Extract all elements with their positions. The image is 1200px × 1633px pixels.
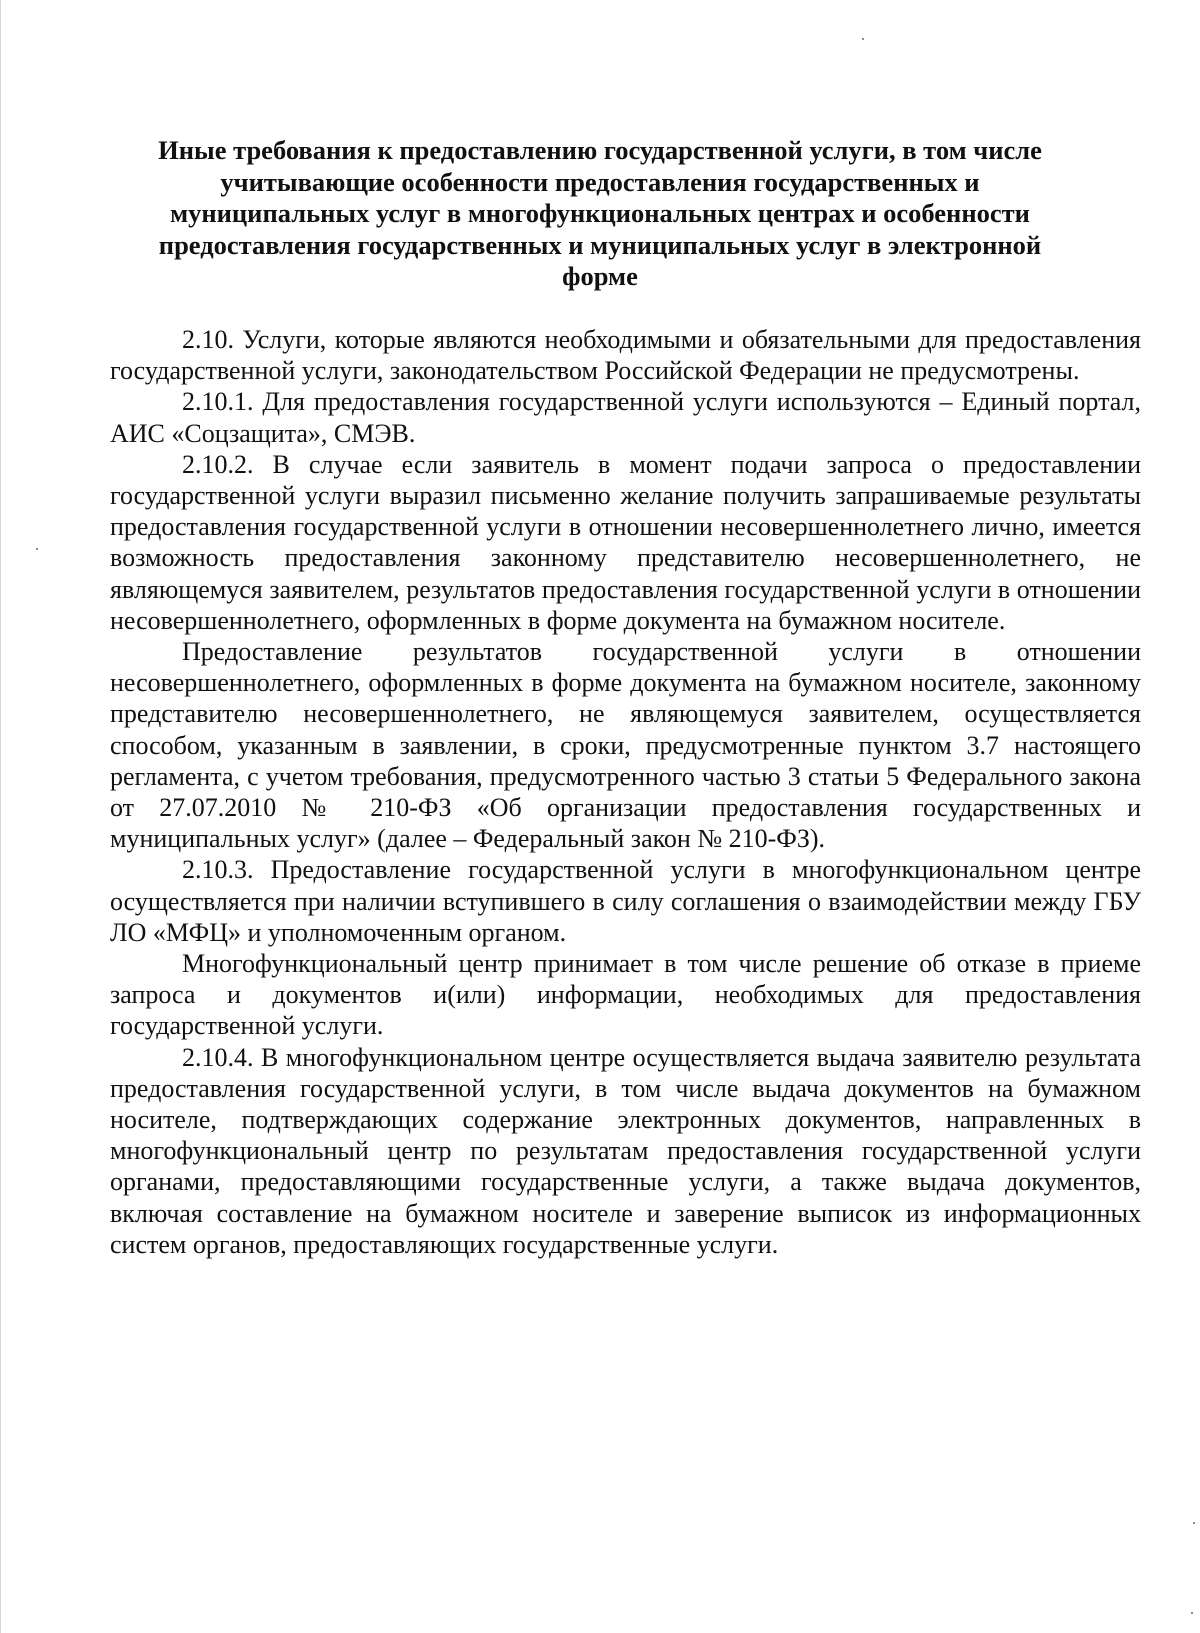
paragraph-2-10-3-continued: Многофункциональный центр принимает в том числе решение об отказе в приеме запроса и документов и(или) информации, необходимых для предоставления государственной услуги. [110,949,1141,1041]
paragraph-2-10-4: 2.10.4. В многофункциональном центре осуществляется выдача заявителю результата предоставления государственной услуги, в том числе выдача документов на бумажном носителе, подтверждающих содержание электронных документов, направленных в многофункциональный центр по результатам предоставления государственной услуги органами, предоставляющими государственные услуги, а также выдача документов, включая составление на бумажном носителе и заверение выписок из информационных систем органов, предоставляющих государственные услуги. [110,1042,1141,1259]
section-heading: Иные требования к предоставлению государственной услуги, в том числе учитывающие особенности предоставления государственных и муниципальных услуг в многофункциональных центрах и особенности предоставления государственных и муниципальных услуг в электронной форме [158,135,1042,291]
scan-speck [1191,1612,1193,1614]
document-body [110,324,1141,1260]
scan-edge [0,0,1,1633]
paragraph-2-10: 2.10. Услуги, которые являются необходимыми и обязательными для предоставления государственной услуги, законодательством Российской Федерации не предусмотрены. [110,325,1141,386]
paragraph-2-10-3: 2.10.3. Предоставление государственной услуги в многофункциональном центре осуществляется при наличии вступившего в силу соглашения о взаимодействии между ГБУ ЛО «МФЦ» и уполномоченным органом. [110,855,1141,947]
scan-speck [1193,1522,1195,1524]
paragraph-2-10-2: 2.10.2. В случае если заявитель в момент подачи запроса о предоставлении государственной услуги выразил письменно желание получить запрашиваемые результаты предоставления государственной услуги в отношении несовершеннолетнего лично, имеется возможность предоставления законному представителю несовершеннолетнего, не являющемуся заявителем, результатов предоставления государственной услуги в отношении несовершеннолетнего, оформленных в форме документа на бумажном носителе. [110,449,1141,635]
scan-speck [36,548,38,550]
scan-speck [862,38,864,40]
paragraph-2-10-1: 2.10.1. Для предоставления государственной услуги используются – Единый портал, АИС «Соцзащита», СМЭВ. [110,387,1141,448]
paragraph-2-10-2-continued: Предоставление результатов государственной услуги в отношении несовершеннолетнего, оформленных в форме документа на бумажном носителе, законному представителю несовершеннолетнего, не являющемуся заявителем, осуществляется способом, указанным в заявлении, в сроки, предусмотренные пунктом 3.7 настоящего регламента, с учетом требования, предусмотренного частью 3 статьи 5 Федерального закона от 27.07.2010 № 210-ФЗ «Об организации предоставления государственных и муниципальных услуг» (далее – Федеральный закон № 210-ФЗ). [110,637,1141,854]
